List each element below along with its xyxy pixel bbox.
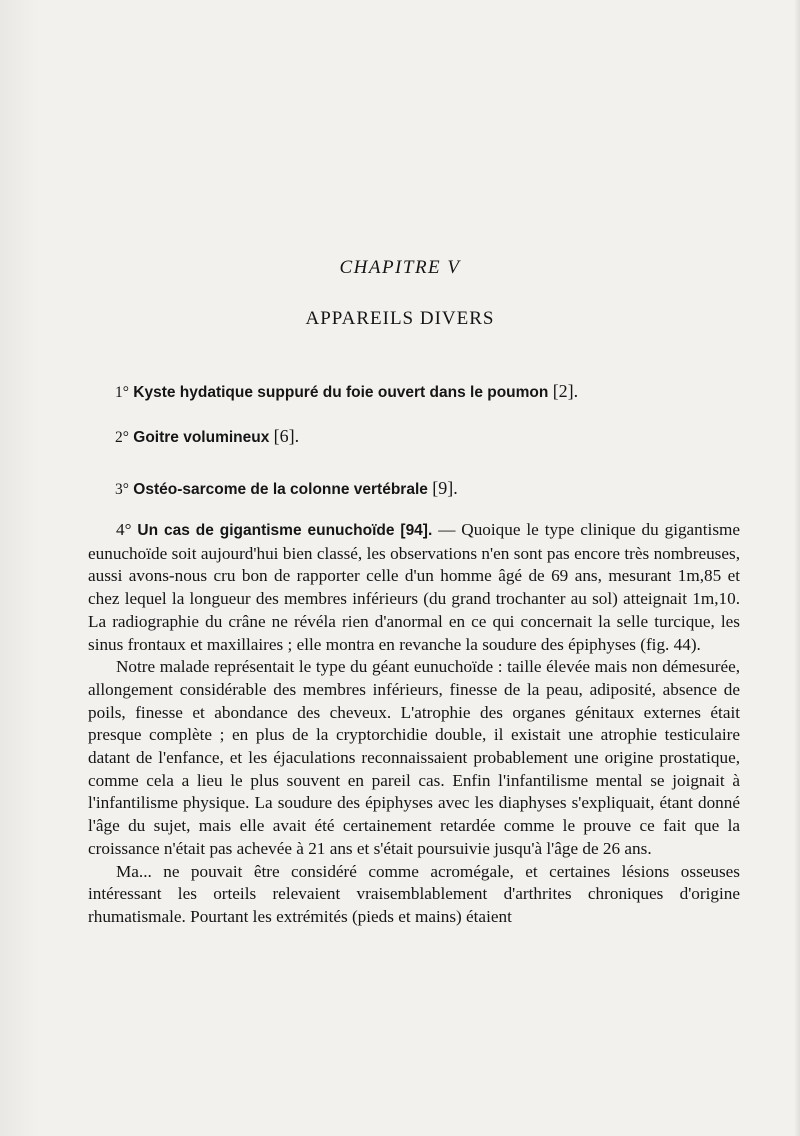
item-number: 1° xyxy=(115,384,129,401)
item-reference: [9]. xyxy=(432,478,458,498)
page-edge-shadow xyxy=(794,0,800,1136)
paragraph-text: — Quoique le type clinique du gigantisme eunuchoïde soit aujourd'hui bien classé, les observations n'en sont pas encore très nombreuses, aussi avons-nous cru bon de rapporter celle d'un homme âgé de 69 ans, mesurant 1m,85 et chez lequel la longueur des membres inférieurs (du grand trochanter au sol) atteignait 1m,10. La radiographie du crâne ne révéla rien d'anormal en ce qui concernait la selle turcique, les sinus frontaux et maxillaires ; elle montra en revanche la soudure des épiphyses (fig. 44). xyxy=(88,520,741,654)
paragraph-3: Ma... ne pouvait être considéré comme acromégale, et certaines lésions osseuses intéressant les orteils relevaient vraisemblablement d'arthrites chroniques d'origine rhumatismale. Pourtant les extrémités (pieds et mains) étaient xyxy=(88,861,740,926)
item-reference: [6]. xyxy=(273,426,300,446)
list-item-1 xyxy=(115,381,578,402)
paragraph-2: Notre malade représentait le type du géant eunuchoïde : taille élevée mais non démesurée, allongement considérable des membres inférieurs, finesse de la peau, adiposité, absence de poils, finesse et abondance des cheveux. L'atrophie des organes génitaux externes était presque complète ; en plus de la cryptorchidie double, il existait une atrophie testiculaire datant de l'enfance, et les éjaculations reconnaissaient probablement une origine prostatique, comme cela a lieu le plus souvent en pareil cas. Enfin l'infantilisme mental se joignait à l'infantilisme physique. La soudure des épiphyses avec les diaphyses s'expliquait, étant donné l'âge du sujet, mais elle avait été certainement retardée comme le prouve ce fait que la croissance n'était pas achevée à 21 ans et s'était poursuivie jusqu'à l'âge de 26 ans. xyxy=(88,657,740,858)
item-number: 2° xyxy=(115,429,129,446)
item-text: Ostéo-sarcome de la colonne vertébrale xyxy=(133,481,428,498)
case-report-body xyxy=(88,519,740,929)
list-item-3 xyxy=(115,478,458,499)
case-heading: Un cas de gigantisme eunuchoïde [94]. xyxy=(137,522,433,539)
case-number: 4° xyxy=(116,520,132,539)
item-number: 3° xyxy=(115,481,129,498)
list-item-2 xyxy=(115,426,299,447)
item-text: Kyste hydatique suppuré du foie ouvert dans le poumon xyxy=(133,384,549,401)
section-title: APPAREILS DIVERS xyxy=(305,308,495,329)
chapter-title: CHAPITRE V xyxy=(339,257,461,278)
item-reference: [2]. xyxy=(552,381,579,401)
item-text: Goitre volumineux xyxy=(133,429,270,446)
paragraph-1 xyxy=(88,519,740,656)
